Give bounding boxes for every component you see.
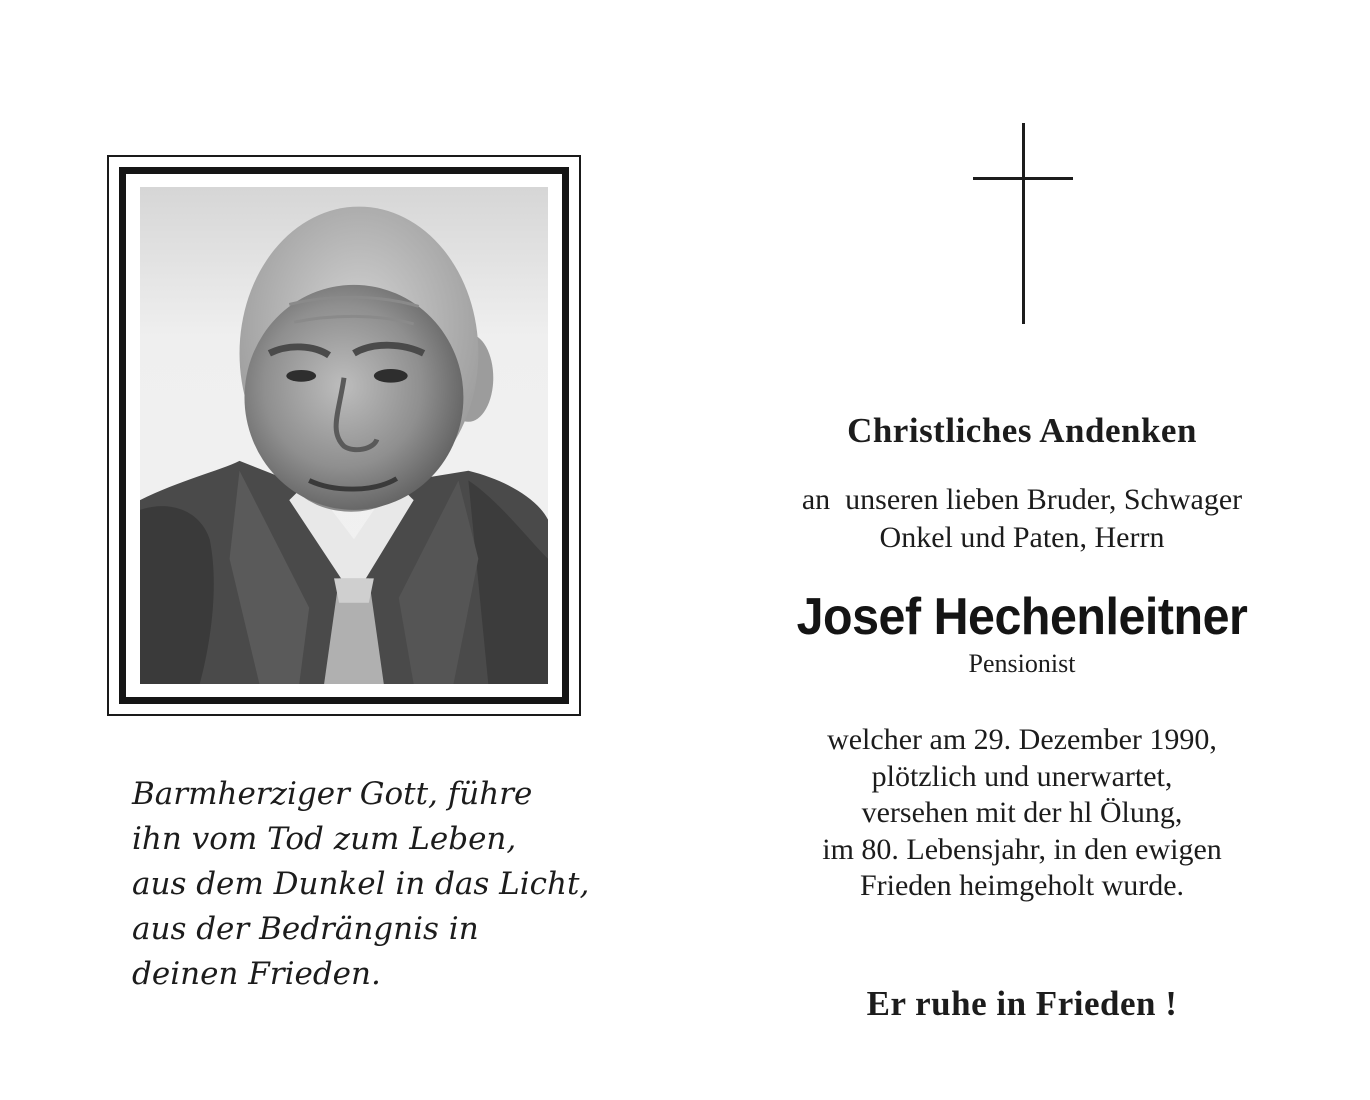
- prayer-line: Barmherziger Gott, führe: [132, 776, 533, 812]
- card-heading: Christliches Andenken: [847, 411, 1197, 450]
- intro-text: [720, 481, 1324, 557]
- portrait-photo: [140, 187, 548, 684]
- prayer-line: ihn vom Tod zum Leben,: [132, 821, 517, 857]
- intro-line: Onkel und Paten, Herrn: [879, 521, 1165, 554]
- prayer-line: aus der Bedrängnis in: [132, 911, 479, 947]
- portrait-illustration: [140, 187, 548, 684]
- details-line: Frieden heimgeholt wurde.: [859, 869, 1185, 902]
- details-line: welcher am 29. Dezember 1990,: [827, 723, 1217, 756]
- details-line: im 80. Lebensjahr, in den ewigen: [822, 832, 1222, 866]
- profession: Pensionist: [968, 649, 1076, 678]
- prayer-verse: [132, 772, 602, 997]
- intro-line: an unseren lieben Bruder, Schwager: [801, 483, 1243, 516]
- details-line: versehen mit der hl Ölung,: [861, 796, 1183, 829]
- death-details: [720, 722, 1324, 905]
- details-line: plötzlich und unerwartet,: [871, 759, 1173, 793]
- prayer-line: deinen Frieden.: [132, 956, 381, 992]
- prayer-line: aus dem Dunkel in das Licht,: [132, 866, 590, 902]
- closing-blessing: Er ruhe in Frieden !: [866, 984, 1178, 1023]
- photo-frame-inner: [119, 167, 569, 704]
- cross-icon: [973, 123, 1073, 324]
- deceased-name: Josef Hechenleitner: [796, 588, 1248, 646]
- photo-frame: [107, 155, 581, 716]
